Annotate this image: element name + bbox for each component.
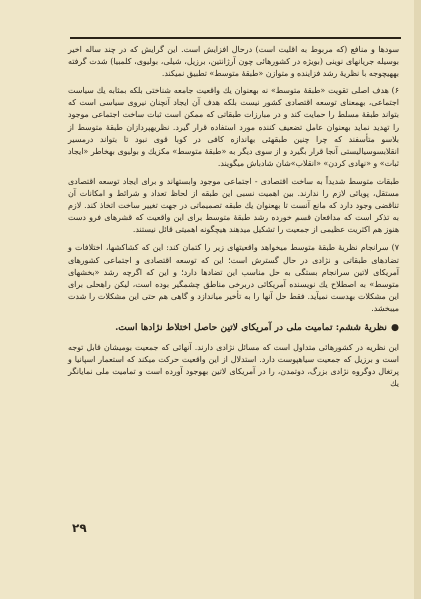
section-heading <box>68 321 399 334</box>
paragraph-4: ۷) سرانجام نظریهٔ طبقهٔ متوسط میخواهد واقعیتهای زیر را کتمان کند: این که کشاکشها، اختلافات و تضادهای طبقاتی و نژادی در حال گسترش است؛ این که توسعه اقتصادی و اجتماعی کشورهای آمریکای لاتین سرانجام بستگی به حل مناسب این تضادها دارد؛ و این که اگرچه رشد «بخشهای متوسط» به اصطلاح یك نویسنده آمریکائی دربرخی مناطق چشمگیر بوده است، لیکن راهحلی برای این مشکلات بهدست نمیآید. فقط حل آنها را به تأخیر میاندازد و گاهی هم حتی این مشکلات را شدت میبخشد. <box>68 243 399 313</box>
bullet-icon: ● <box>390 321 399 333</box>
body-text <box>68 44 399 396</box>
page-number: ۲۹ <box>72 521 87 535</box>
scan-edge <box>414 0 421 599</box>
header-rule <box>70 37 401 39</box>
paragraph-1: سودها و منافع (که مربوط به اقلیت است) درحال افزایش است. این گرایش که در چند ساله اخیر بوسیله جریانهای نوینی (بویژه در کشورهائی چون آرژانتین، برزیل، شیلی، بولیوی، کلمبیا) شدت گرفته بههیچوجه با نظریهٔ رشد فزاینده و متوازن «طبقهٔ متوسط» تطبیق نمیکند. <box>68 45 399 79</box>
paragraph-5: این نظریه در کشورهائی متداول است که مسائل نژادی دارند. آنهائی که جمعیت بومیشان قابل توجه است و برزیل که جمعیت سیاهپوست دارد. استدلال از این واقعیت حرکت میکند که استعمار اسپانیا و پرتغال دوگروه نژادی بزرگ، دوتمدن، را در آمریکای لاتین بهوجود آورده است و تمامیت ملی نمایانگر یك <box>68 342 399 389</box>
paragraph-2: ۶) هدف اصلی تقویت «طبقهٔ متوسط» نه بهعنوان یك واقعیت جامعه شناختی بلکه بمثابه یك سیاست اجتماعی، بهمعنای توسعه اقتصادی کشور نیست بلکه هدف آن ایجاد آنچنان نیروی سیاسی است که بتواند طبقهٔ مسلط را حمایت کند و در مبارزات طبقاتی که ممکن است ثبات ساخت اجتماعی موجود را تهدید نماید بهعنوان عامل تضعیف کننده مورد استفاده قرار گیرد. نظریهپردازان طبقهٔ متوسط از بلاسو متأسفند که چرا چنین طبقهئی بهاندازه کافی در کوبا قوی نبود تا بتواند درمسیر انقلابسوسیالیستی آنجا قرار بگیرد و از سوی دیگر به «طبقهٔ متوسط» مکزیك و بولیوی بهخاطر «ایجاد ثبات» و «نهادی کردن» «انقلاب»شان شادباش میگویند. <box>68 86 399 168</box>
heading-text: نظریهٔ ششم: تمامیت ملی در آمریکای لاتین حاصل اختلاط نژادها است. <box>115 321 387 333</box>
paragraph-3: طبقات متوسط شدیداً به ساخت اقتصادی - اجتماعی موجود وابستهاند و برای ایجاد توسعه اقتصادی مستقل، پویائی لازم را ندارند. بین اهمیت نسبی این طبقه از لحاظ تعداد و شرائط و امکانات آن تناقضی وجود دارد که مانع آنست تا بهعنوان یك طبقه تصمیماتی در جهت تغییر ساخت اتخاذ کند. لازم به تذکر است که مدافعان قسم خورده رشد طبقهٔ متوسط برای این واقعیت که قشرهای فرو دست هنوز هم اکثریت عظیمی از جمعیت را تشکیل میدهند هیچگونه اهمیتی قائل نیستند. <box>68 176 399 235</box>
